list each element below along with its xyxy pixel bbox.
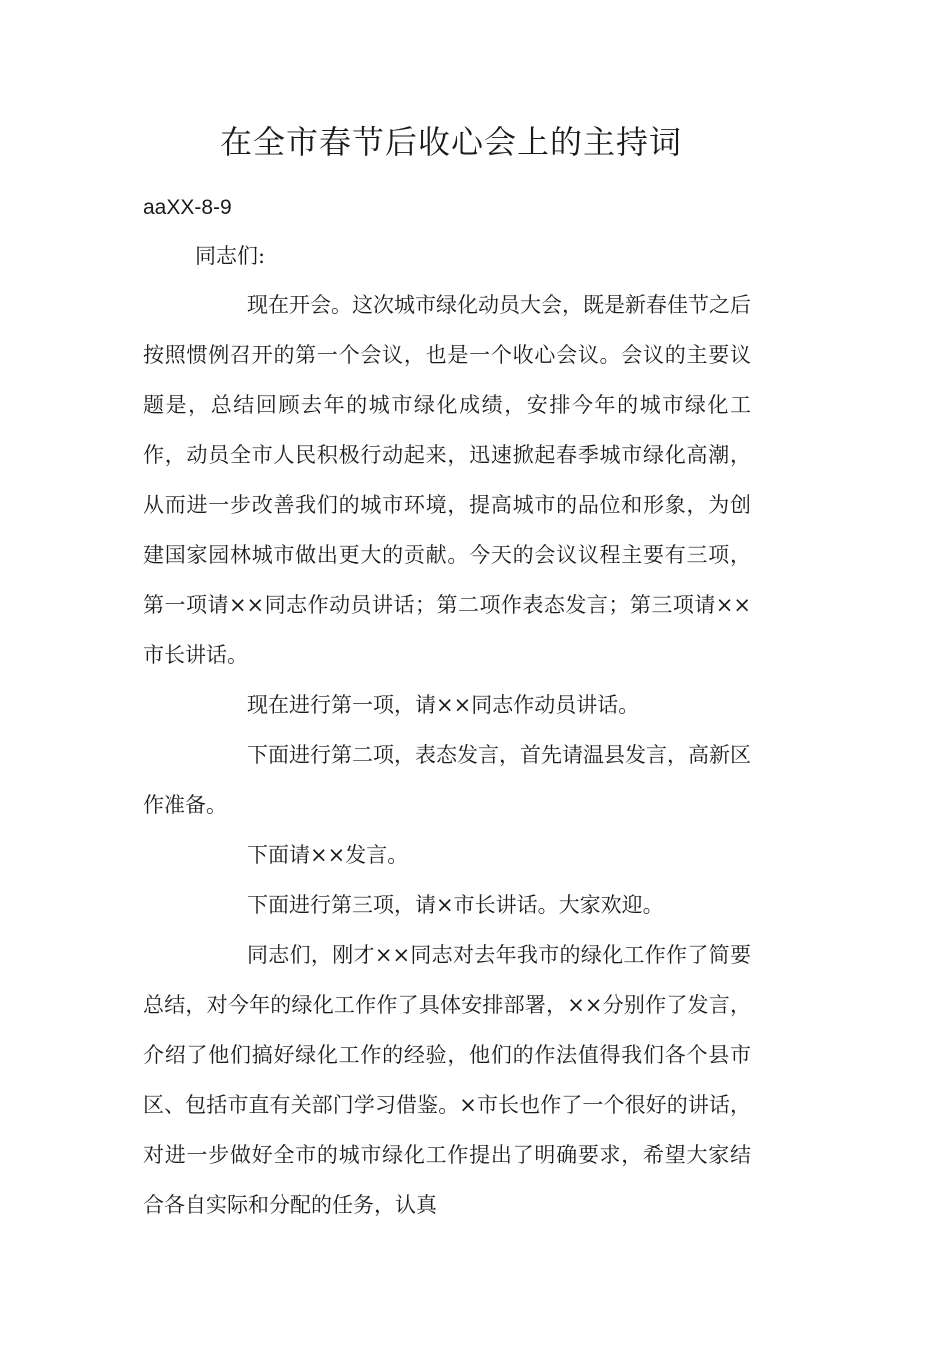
paragraph-next-speaker: 下面请××发言。 xyxy=(247,843,409,867)
document-title: 在全市春节后收心会上的主持词 xyxy=(219,123,682,161)
paragraph-item-one: 现在进行第一项，请××同志作动员讲话。 xyxy=(247,693,640,717)
paragraph-opening: 现在开会。这次城市绿化动员大会，既是新春佳节之后按照惯例召开的第一个会议，也是一个收心会议。会议的主要议题是，总结回顾去年的城市绿化成绩，安排今年的城市绿化工作，动员全市人民积极行动起来，迅速掀起春季城市绿化高潮，从而进一步改善我们的城市环境，提高城市的品位和形象，为创建国家园林城市做出更大的贡献。今天的会议议程主要有三项，第一项请××同志作动员讲话；第二项作表态发言；第三项请××市长讲话。 xyxy=(143,293,751,667)
document-date: aaXX-8-9 xyxy=(143,196,232,219)
document-body xyxy=(143,280,751,1230)
paragraph-summary: 同志们，刚才××同志对去年我市的绿化工作作了简要总结，对今年的绿化工作作了具体安排部署，××分别作了发言，介绍了他们搞好绿化工作的经验，他们的作法值得我们各个县市区、包括市直有关部门学习借鉴。×市长也作了一个很好的讲话，对进一步做好全市的城市绿化工作提出了明确要求，希望大家结合各自实际和分配的任务，认真 xyxy=(143,943,751,1217)
paragraph-item-three: 下面进行第三项，请×市长讲话。大家欢迎。 xyxy=(247,893,664,917)
paragraph-item-two: 下面进行第二项，表态发言，首先请温县发言，高新区作准备。 xyxy=(143,743,751,817)
salutation: 同志们: xyxy=(195,244,266,268)
